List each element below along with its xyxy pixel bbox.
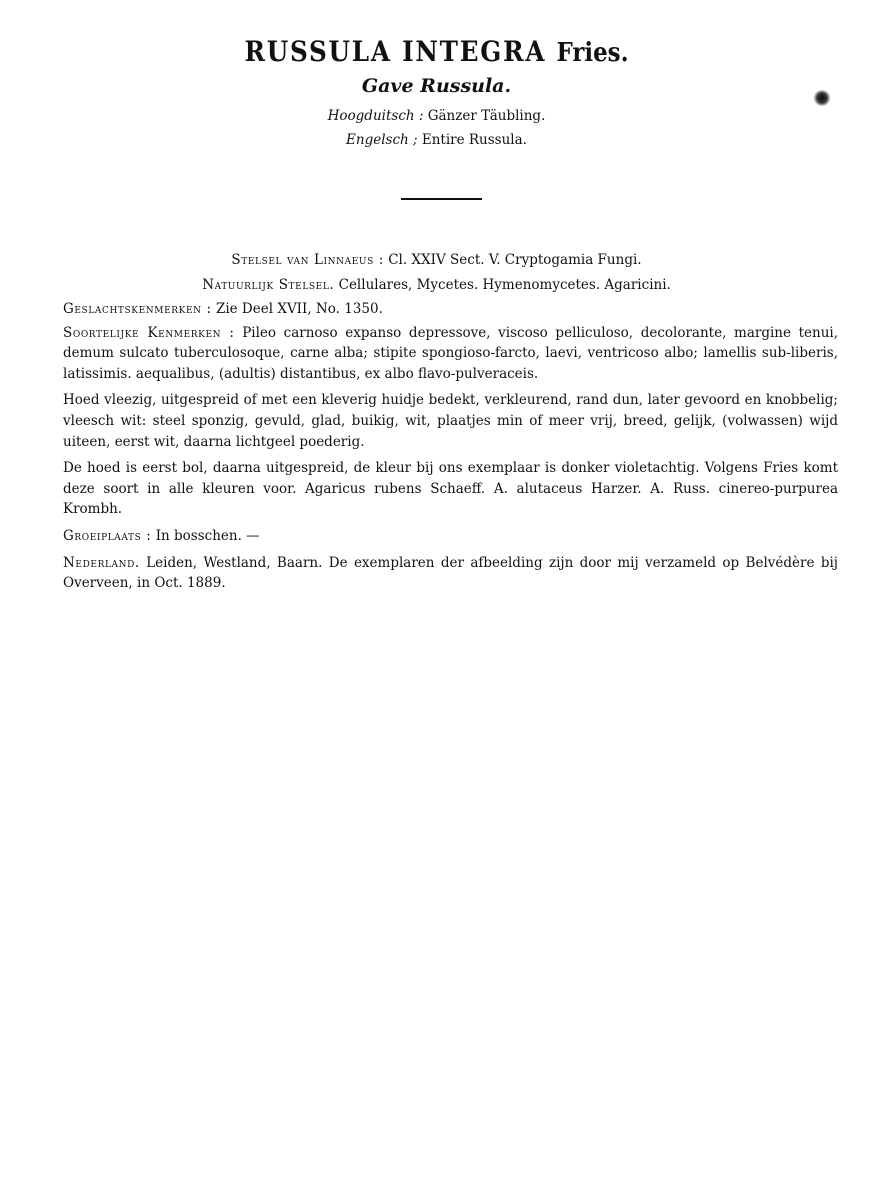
genus-value: Zie Deel XVII, No. 1350. [215,301,383,317]
species-dutch-paragraph: Hoed vleezig, uitgespreid of met een kleverig huidje bedekt, verkleurend, rand dun, later gevoord en knobbelig; vleesch wit: steel sponzig, gevuld, glad, buikig, wit, plaatjes min of meer vrij, breed, gelijk, (volwassen) wijd uiteen, eerst wit, daarna lichtgeel poederig. [63,392,838,450]
species-name: RUSSULA INTEGRA [244,35,547,68]
species-label: Soortelijke Kenmerken : [63,324,235,341]
english-name: Entire Russula. [421,132,527,148]
linnaeus-system-line [0,250,873,270]
notes-paragraph: De hoed is eerst bol, daarna uitgespreid, de kleur bij ons exemplaar is donker violetachtig. Volgens Fries komt deze soort in alle kleuren voor. Agaricus rubens Schaeff. A. alutaceus Harzer. A. Russ. cinereo-purpurea Krombh. [63,460,838,518]
linnaeus-label: Stelsel van Linnaeus : [231,252,384,268]
ink-speck [813,90,831,106]
locality-paragraph [63,553,838,594]
german-name-line [0,107,873,125]
english-label: Engelsch ; [346,132,418,148]
german-name: Gänzer Täubling. [427,108,546,124]
dutch-common-name: Gave Russula. [361,75,512,97]
species-latin-text: Pileo carnoso expanso depressove, viscoso pelliculoso, decolorante, margine tenui, demum sulcato tuberculosoque, carne alba; stipite spongioso-farcto, laevi, ventricoso albo; lamellis sub-liberis, latissimis. aequalibus, (adultis) distantibus, ex albo flavo-pulveraceis. [63,324,839,382]
natural-label: Natuurlijk Stelsel. [202,277,335,293]
habitat-paragraph [63,526,838,547]
locality-label: Nederland. [63,554,140,571]
natural-value: Cellulares, Mycetes. Hymenomycetes. Agaricini. [338,277,671,293]
genus-paragraph [63,299,838,320]
german-label: Hoogduitsch : [327,108,424,124]
species-title [52,34,820,71]
natural-system-line [0,275,873,295]
species-latin-paragraph [63,323,838,385]
description-body [63,299,838,600]
locality-value: Leiden, Westland, Baarn. De exemplaren der afbeelding zijn door mij verzameld op Belvédère bij Overveen, in Oct. 1889. [63,554,838,592]
species-author: Fries. [556,38,629,68]
habitat-value: In bosschen. — [155,527,260,544]
habitat-label: Groeiplaats : [63,527,152,544]
title-divider [401,198,482,200]
genus-label: Geslachtskenmerken : [63,301,212,317]
english-name-line [0,131,873,149]
linnaeus-value: Cl. XXIV Sect. V. Cryptogamia Fungi. [388,252,642,268]
